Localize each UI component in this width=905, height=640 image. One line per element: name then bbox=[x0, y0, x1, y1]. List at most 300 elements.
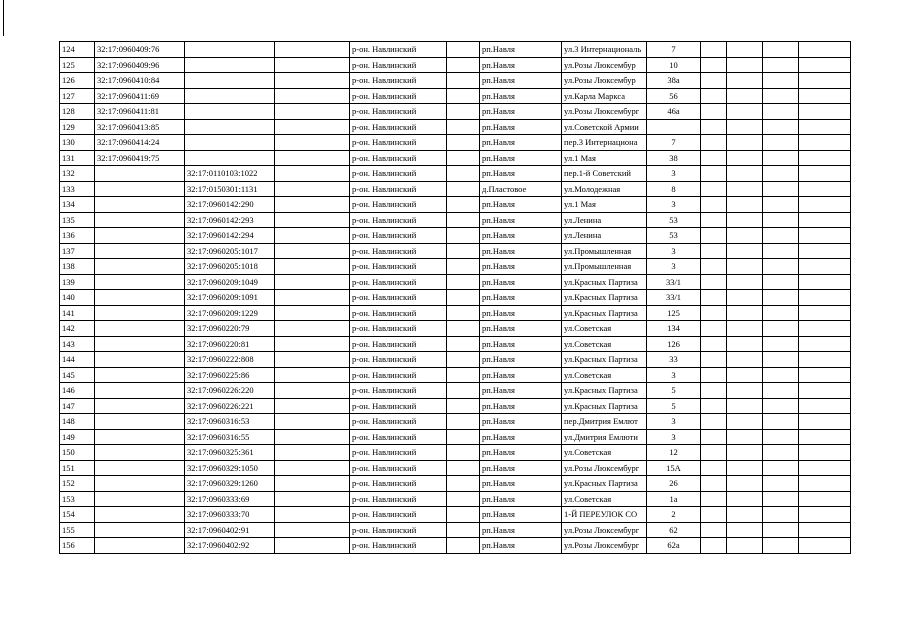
house-number-cell: 12 bbox=[647, 445, 701, 461]
empty-cell bbox=[447, 119, 480, 135]
empty-cell bbox=[275, 166, 350, 182]
empty-cell bbox=[275, 321, 350, 337]
settlement-cell: рп.Навля bbox=[480, 491, 562, 507]
table-row bbox=[60, 460, 851, 476]
district-cell: р-он. Навлинский bbox=[350, 507, 447, 523]
district-cell: р-он. Навлинский bbox=[350, 538, 447, 554]
table-row bbox=[60, 476, 851, 492]
table-row bbox=[60, 491, 851, 507]
empty-cell bbox=[799, 42, 851, 58]
table-row bbox=[60, 166, 851, 182]
empty-cell bbox=[763, 460, 799, 476]
empty-cell bbox=[447, 88, 480, 104]
row-number-cell: 152 bbox=[60, 476, 95, 492]
settlement-cell: рп.Навля bbox=[480, 460, 562, 476]
empty-cell bbox=[275, 212, 350, 228]
empty-cell bbox=[727, 73, 763, 89]
district-cell: р-он. Навлинский bbox=[350, 228, 447, 244]
district-cell: р-он. Навлинский bbox=[350, 352, 447, 368]
empty-cell bbox=[447, 181, 480, 197]
table-row bbox=[60, 119, 851, 135]
empty-cell bbox=[799, 259, 851, 275]
empty-cell bbox=[701, 491, 727, 507]
district-cell: р-он. Навлинский bbox=[350, 212, 447, 228]
empty-cell bbox=[447, 491, 480, 507]
settlement-cell: рп.Навля bbox=[480, 150, 562, 166]
row-number-cell: 133 bbox=[60, 181, 95, 197]
empty-cell bbox=[701, 104, 727, 120]
empty-cell bbox=[727, 181, 763, 197]
empty-cell bbox=[447, 538, 480, 554]
cadastral-number-alt-cell: 32:17:0960220:81 bbox=[185, 336, 275, 352]
district-cell: р-он. Навлинский bbox=[350, 57, 447, 73]
empty-cell bbox=[447, 460, 480, 476]
row-number-cell: 146 bbox=[60, 383, 95, 399]
empty-cell bbox=[275, 507, 350, 523]
empty-cell bbox=[799, 228, 851, 244]
cadastral-number-cell bbox=[95, 398, 185, 414]
settlement-cell: рп.Навля bbox=[480, 383, 562, 399]
cadastral-number-cell bbox=[95, 414, 185, 430]
district-cell: р-он. Навлинский bbox=[350, 135, 447, 151]
empty-cell bbox=[727, 274, 763, 290]
empty-cell bbox=[701, 73, 727, 89]
table-row bbox=[60, 228, 851, 244]
empty-cell bbox=[799, 212, 851, 228]
row-number-cell: 139 bbox=[60, 274, 95, 290]
row-number-cell: 151 bbox=[60, 460, 95, 476]
cadastral-number-alt-cell: 32:17:0150301:1131 bbox=[185, 181, 275, 197]
cadastral-number-alt-cell bbox=[185, 73, 275, 89]
empty-cell bbox=[763, 57, 799, 73]
house-number-cell: 56 bbox=[647, 88, 701, 104]
cadastral-number-alt-cell: 32:17:0960325:361 bbox=[185, 445, 275, 461]
empty-cell bbox=[701, 336, 727, 352]
cadastral-number-cell bbox=[95, 383, 185, 399]
empty-cell bbox=[799, 88, 851, 104]
cadastral-number-cell bbox=[95, 367, 185, 383]
district-cell: р-он. Навлинский bbox=[350, 243, 447, 259]
row-number-cell: 149 bbox=[60, 429, 95, 445]
empty-cell bbox=[275, 150, 350, 166]
cadastral-number-cell bbox=[95, 228, 185, 244]
street-cell: 1-Й ПЕРЕУЛОК СО bbox=[562, 507, 647, 523]
empty-cell bbox=[763, 290, 799, 306]
cadastral-number-alt-cell: 32:17:0960226:220 bbox=[185, 383, 275, 399]
empty-cell bbox=[447, 135, 480, 151]
empty-cell bbox=[799, 414, 851, 430]
cadastral-number-cell bbox=[95, 290, 185, 306]
district-cell: р-он. Навлинский bbox=[350, 491, 447, 507]
settlement-cell: рп.Навля bbox=[480, 476, 562, 492]
empty-cell bbox=[275, 181, 350, 197]
cadastral-number-alt-cell: 32:17:0960226:221 bbox=[185, 398, 275, 414]
empty-cell bbox=[701, 135, 727, 151]
cadastral-number-alt-cell: 32:17:0960205:1017 bbox=[185, 243, 275, 259]
empty-cell bbox=[447, 274, 480, 290]
empty-cell bbox=[701, 522, 727, 538]
row-number-cell: 147 bbox=[60, 398, 95, 414]
row-number-cell: 128 bbox=[60, 104, 95, 120]
row-number-cell: 132 bbox=[60, 166, 95, 182]
settlement-cell: рп.Навля bbox=[480, 352, 562, 368]
district-cell: р-он. Навлинский bbox=[350, 367, 447, 383]
empty-cell bbox=[727, 305, 763, 321]
empty-cell bbox=[447, 290, 480, 306]
house-number-cell: 33 bbox=[647, 352, 701, 368]
house-number-cell: 33/1 bbox=[647, 274, 701, 290]
street-cell: ул.1 Мая bbox=[562, 150, 647, 166]
empty-cell bbox=[275, 104, 350, 120]
row-number-cell: 136 bbox=[60, 228, 95, 244]
empty-cell bbox=[763, 522, 799, 538]
empty-cell bbox=[727, 197, 763, 213]
empty-cell bbox=[447, 476, 480, 492]
empty-cell bbox=[727, 352, 763, 368]
cadastral-number-alt-cell: 32:17:0960329:1050 bbox=[185, 460, 275, 476]
house-number-cell: 7 bbox=[647, 42, 701, 58]
empty-cell bbox=[727, 119, 763, 135]
row-number-cell: 150 bbox=[60, 445, 95, 461]
street-cell: пер.1-й Советский bbox=[562, 166, 647, 182]
street-cell: ул.Красных Партиза bbox=[562, 398, 647, 414]
empty-cell bbox=[763, 181, 799, 197]
district-cell: р-он. Навлинский bbox=[350, 274, 447, 290]
cadastral-number-cell bbox=[95, 429, 185, 445]
empty-cell bbox=[763, 135, 799, 151]
settlement-cell: рп.Навля bbox=[480, 212, 562, 228]
empty-cell bbox=[799, 507, 851, 523]
empty-cell bbox=[275, 228, 350, 244]
table-body bbox=[60, 42, 851, 554]
row-number-cell: 148 bbox=[60, 414, 95, 430]
empty-cell bbox=[447, 445, 480, 461]
empty-cell bbox=[275, 383, 350, 399]
empty-cell bbox=[275, 274, 350, 290]
empty-cell bbox=[275, 88, 350, 104]
row-number-cell: 126 bbox=[60, 73, 95, 89]
empty-cell bbox=[799, 522, 851, 538]
empty-cell bbox=[447, 414, 480, 430]
empty-cell bbox=[275, 538, 350, 554]
empty-cell bbox=[799, 476, 851, 492]
cadastral-number-cell bbox=[95, 212, 185, 228]
settlement-cell: рп.Навля bbox=[480, 321, 562, 337]
empty-cell bbox=[701, 305, 727, 321]
cadastral-number-alt-cell: 32:17:0960220:79 bbox=[185, 321, 275, 337]
cadastral-number-cell bbox=[95, 259, 185, 275]
cadastral-number-alt-cell bbox=[185, 42, 275, 58]
row-number-cell: 138 bbox=[60, 259, 95, 275]
empty-cell bbox=[275, 522, 350, 538]
cadastral-number-alt-cell: 32:17:0960402:91 bbox=[185, 522, 275, 538]
row-number-cell: 154 bbox=[60, 507, 95, 523]
empty-cell bbox=[275, 476, 350, 492]
table-row bbox=[60, 305, 851, 321]
row-number-cell: 124 bbox=[60, 42, 95, 58]
settlement-cell: рп.Навля bbox=[480, 42, 562, 58]
cadastral-number-alt-cell: 32:17:0960329:1260 bbox=[185, 476, 275, 492]
street-cell: ул.Розы Люксембур bbox=[562, 73, 647, 89]
row-number-cell: 141 bbox=[60, 305, 95, 321]
row-number-cell: 145 bbox=[60, 367, 95, 383]
table-row bbox=[60, 197, 851, 213]
table-row bbox=[60, 522, 851, 538]
settlement-cell: д.Пластовое bbox=[480, 181, 562, 197]
district-cell: р-он. Навлинский bbox=[350, 181, 447, 197]
settlement-cell: рп.Навля bbox=[480, 305, 562, 321]
empty-cell bbox=[701, 352, 727, 368]
cadastral-number-alt-cell: 32:17:0960222:808 bbox=[185, 352, 275, 368]
empty-cell bbox=[701, 538, 727, 554]
empty-cell bbox=[727, 383, 763, 399]
empty-cell bbox=[763, 367, 799, 383]
cadastral-number-cell bbox=[95, 243, 185, 259]
empty-cell bbox=[701, 42, 727, 58]
empty-cell bbox=[275, 197, 350, 213]
cadastral-number-cell: 32:17:0960409:96 bbox=[95, 57, 185, 73]
street-cell: ул.3 Интернациональ bbox=[562, 42, 647, 58]
table-row bbox=[60, 414, 851, 430]
empty-cell bbox=[701, 460, 727, 476]
empty-cell bbox=[799, 321, 851, 337]
empty-cell bbox=[799, 104, 851, 120]
empty-cell bbox=[763, 538, 799, 554]
house-number-cell: 38 bbox=[647, 150, 701, 166]
empty-cell bbox=[275, 460, 350, 476]
empty-cell bbox=[447, 429, 480, 445]
empty-cell bbox=[727, 507, 763, 523]
district-cell: р-он. Навлинский bbox=[350, 305, 447, 321]
empty-cell bbox=[701, 367, 727, 383]
empty-cell bbox=[275, 73, 350, 89]
empty-cell bbox=[799, 491, 851, 507]
empty-cell bbox=[275, 305, 350, 321]
table-row bbox=[60, 321, 851, 337]
empty-cell bbox=[275, 259, 350, 275]
empty-cell bbox=[763, 166, 799, 182]
empty-cell bbox=[799, 119, 851, 135]
empty-cell bbox=[727, 228, 763, 244]
empty-cell bbox=[727, 491, 763, 507]
empty-cell bbox=[447, 104, 480, 120]
empty-cell bbox=[701, 321, 727, 337]
street-cell: ул.Советская bbox=[562, 445, 647, 461]
empty-cell bbox=[701, 166, 727, 182]
street-cell: ул.Розы Люксембург bbox=[562, 104, 647, 120]
settlement-cell: рп.Навля bbox=[480, 259, 562, 275]
street-cell: пер.3 Интернациона bbox=[562, 135, 647, 151]
cadastral-number-alt-cell: 32:17:0960142:290 bbox=[185, 197, 275, 213]
empty-cell bbox=[701, 290, 727, 306]
table-row bbox=[60, 507, 851, 523]
row-number-cell: 131 bbox=[60, 150, 95, 166]
district-cell: р-он. Навлинский bbox=[350, 104, 447, 120]
district-cell: р-он. Навлинский bbox=[350, 321, 447, 337]
empty-cell bbox=[275, 57, 350, 73]
empty-cell bbox=[799, 538, 851, 554]
district-cell: р-он. Навлинский bbox=[350, 119, 447, 135]
street-cell: ул.Промышленная bbox=[562, 243, 647, 259]
empty-cell bbox=[799, 57, 851, 73]
cadastral-number-alt-cell bbox=[185, 104, 275, 120]
cadastral-number-cell bbox=[95, 305, 185, 321]
empty-cell bbox=[701, 383, 727, 399]
street-cell: ул.Розы Люксембург bbox=[562, 522, 647, 538]
table-row bbox=[60, 73, 851, 89]
house-number-cell: 126 bbox=[647, 336, 701, 352]
row-number-cell: 135 bbox=[60, 212, 95, 228]
settlement-cell: рп.Навля bbox=[480, 73, 562, 89]
empty-cell bbox=[275, 352, 350, 368]
house-number-cell: 3 bbox=[647, 429, 701, 445]
empty-cell bbox=[447, 166, 480, 182]
house-number-cell: 3 bbox=[647, 367, 701, 383]
empty-cell bbox=[447, 398, 480, 414]
street-cell: ул.Советской Армии bbox=[562, 119, 647, 135]
cadastral-number-alt-cell: 32:17:0960225:86 bbox=[185, 367, 275, 383]
empty-cell bbox=[799, 135, 851, 151]
empty-cell bbox=[701, 445, 727, 461]
street-cell: ул.Дмитрия Емлюти bbox=[562, 429, 647, 445]
empty-cell bbox=[727, 104, 763, 120]
empty-cell bbox=[701, 57, 727, 73]
house-number-cell: 3 bbox=[647, 414, 701, 430]
empty-cell bbox=[701, 88, 727, 104]
empty-cell bbox=[447, 228, 480, 244]
row-number-cell: 143 bbox=[60, 336, 95, 352]
cadastral-number-cell: 32:17:0960411:69 bbox=[95, 88, 185, 104]
cadastral-number-alt-cell: 32:17:0960209:1049 bbox=[185, 274, 275, 290]
empty-cell bbox=[799, 367, 851, 383]
empty-cell bbox=[701, 398, 727, 414]
empty-cell bbox=[275, 243, 350, 259]
empty-cell bbox=[275, 119, 350, 135]
row-number-cell: 155 bbox=[60, 522, 95, 538]
house-number-cell: 46а bbox=[647, 104, 701, 120]
row-number-cell: 125 bbox=[60, 57, 95, 73]
house-number-cell: 38а bbox=[647, 73, 701, 89]
house-number-cell: 7 bbox=[647, 135, 701, 151]
empty-cell bbox=[701, 429, 727, 445]
cadastral-number-alt-cell: 32:17:0960142:293 bbox=[185, 212, 275, 228]
cadastral-number-cell bbox=[95, 352, 185, 368]
street-cell: ул.Красных Партиза bbox=[562, 305, 647, 321]
table-row bbox=[60, 243, 851, 259]
empty-cell bbox=[799, 398, 851, 414]
house-number-cell: 134 bbox=[647, 321, 701, 337]
empty-cell bbox=[799, 305, 851, 321]
row-number-cell: 153 bbox=[60, 491, 95, 507]
cadastral-number-cell bbox=[95, 460, 185, 476]
cadastral-number-alt-cell: 32:17:0960142:294 bbox=[185, 228, 275, 244]
cadastral-number-cell: 32:17:0960419:75 bbox=[95, 150, 185, 166]
empty-cell bbox=[727, 429, 763, 445]
empty-cell bbox=[763, 73, 799, 89]
cadastral-number-cell bbox=[95, 197, 185, 213]
empty-cell bbox=[763, 445, 799, 461]
table-row bbox=[60, 150, 851, 166]
cadastral-number-cell bbox=[95, 181, 185, 197]
cadastral-number-cell: 32:17:0960413:85 bbox=[95, 119, 185, 135]
settlement-cell: рп.Навля bbox=[480, 367, 562, 383]
empty-cell bbox=[799, 243, 851, 259]
empty-cell bbox=[701, 181, 727, 197]
district-cell: р-он. Навлинский bbox=[350, 414, 447, 430]
cadastral-number-cell bbox=[95, 166, 185, 182]
empty-cell bbox=[763, 352, 799, 368]
cadastral-number-alt-cell: 32:17:0960333:70 bbox=[185, 507, 275, 523]
house-number-cell: 8 bbox=[647, 181, 701, 197]
cadastral-number-cell bbox=[95, 507, 185, 523]
cadastral-number-cell bbox=[95, 274, 185, 290]
empty-cell bbox=[727, 414, 763, 430]
empty-cell bbox=[701, 197, 727, 213]
house-number-cell: 53 bbox=[647, 212, 701, 228]
table-row bbox=[60, 290, 851, 306]
empty-cell bbox=[727, 57, 763, 73]
district-cell: р-он. Навлинский bbox=[350, 42, 447, 58]
settlement-cell: рп.Навля bbox=[480, 274, 562, 290]
house-number-cell: 53 bbox=[647, 228, 701, 244]
settlement-cell: рп.Навля bbox=[480, 135, 562, 151]
empty-cell bbox=[701, 259, 727, 275]
table-row bbox=[60, 181, 851, 197]
empty-cell bbox=[447, 383, 480, 399]
house-number-cell: 3 bbox=[647, 166, 701, 182]
table-row bbox=[60, 88, 851, 104]
empty-cell bbox=[701, 476, 727, 492]
empty-cell bbox=[727, 321, 763, 337]
empty-cell bbox=[763, 507, 799, 523]
empty-cell bbox=[447, 336, 480, 352]
empty-cell bbox=[447, 212, 480, 228]
house-number-cell bbox=[647, 119, 701, 135]
empty-cell bbox=[763, 491, 799, 507]
house-number-cell: 125 bbox=[647, 305, 701, 321]
cadastral-number-alt-cell: 32:17:0960205:1018 bbox=[185, 259, 275, 275]
street-cell: ул.Ленина bbox=[562, 212, 647, 228]
settlement-cell: рп.Навля bbox=[480, 57, 562, 73]
empty-cell bbox=[763, 476, 799, 492]
cadastral-number-alt-cell: 32:17:0960316:55 bbox=[185, 429, 275, 445]
settlement-cell: рп.Навля bbox=[480, 243, 562, 259]
empty-cell bbox=[447, 305, 480, 321]
street-cell: ул.Красных Партиза bbox=[562, 352, 647, 368]
empty-cell bbox=[727, 476, 763, 492]
cadastral-number-alt-cell bbox=[185, 150, 275, 166]
street-cell: ул.Карла Маркса bbox=[562, 88, 647, 104]
empty-cell bbox=[763, 42, 799, 58]
house-number-cell: 26 bbox=[647, 476, 701, 492]
empty-cell bbox=[275, 367, 350, 383]
cadastral-number-alt-cell: 32:17:0110103:1022 bbox=[185, 166, 275, 182]
street-cell: ул.Советская bbox=[562, 321, 647, 337]
settlement-cell: рп.Навля bbox=[480, 119, 562, 135]
street-cell: ул.Розы Люксембур bbox=[562, 57, 647, 73]
empty-cell bbox=[447, 243, 480, 259]
row-number-cell: 129 bbox=[60, 119, 95, 135]
cadastral-number-alt-cell: 32:17:0960333:69 bbox=[185, 491, 275, 507]
street-cell: ул.Советская bbox=[562, 367, 647, 383]
street-cell: ул.Советская bbox=[562, 491, 647, 507]
empty-cell bbox=[763, 212, 799, 228]
empty-cell bbox=[727, 150, 763, 166]
street-cell: ул.Красных Партиза bbox=[562, 476, 647, 492]
settlement-cell: рп.Навля bbox=[480, 507, 562, 523]
cadastral-number-cell bbox=[95, 476, 185, 492]
empty-cell bbox=[763, 104, 799, 120]
